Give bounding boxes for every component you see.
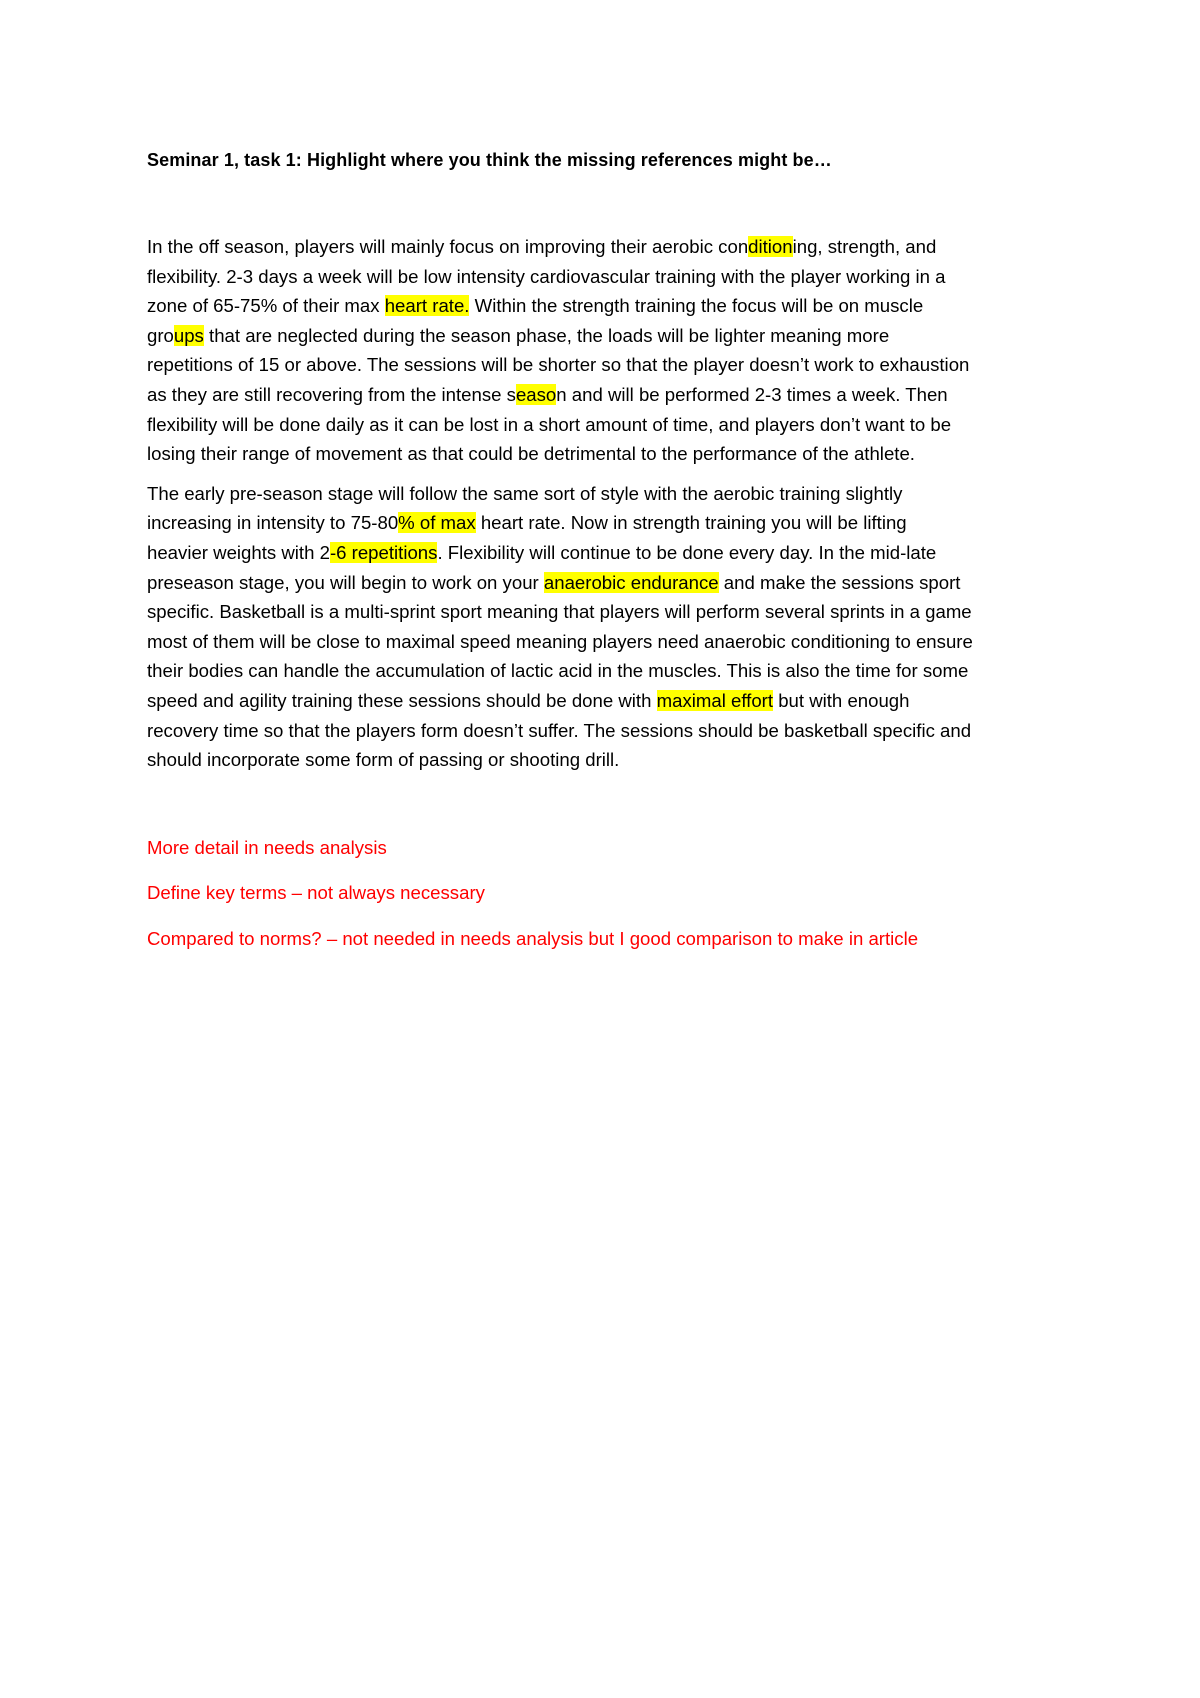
text-run: losing their range of movement as that could be detrimental to the performance of the athlete. xyxy=(147,443,915,465)
text-run: flexibility will be done daily as it can be lost in a short amount of time, and players don’t want to be xyxy=(147,413,952,435)
text-line xyxy=(147,745,1067,775)
text-line xyxy=(147,321,1067,351)
highlighted-text: anaerobic endurance xyxy=(543,571,719,593)
highlighted-text: maximal effort xyxy=(656,689,774,711)
feedback-note: Define key terms – not always necessary xyxy=(147,882,485,904)
text-run: heavier weights with 2 xyxy=(147,541,330,563)
text-line xyxy=(147,439,1067,469)
text-run: most of them will be close to maximal speed meaning players need anaerobic conditioning to ensure xyxy=(147,630,973,652)
text-run: that are neglected during the season phase, the loads will be lighter meaning more xyxy=(203,324,890,346)
text-run: recovery time so that the players form doesn’t suffer. The sessions should be basketball specific and xyxy=(147,719,972,741)
feedback-note: Compared to norms? – not needed in needs analysis but I good comparison to make in article xyxy=(147,927,919,949)
paragraph-off-season xyxy=(147,232,1067,469)
text-run: increasing in intensity to 75-80 xyxy=(147,512,399,534)
text-run: gro xyxy=(147,324,174,346)
text-run: . Flexibility will continue to be done every day. In the mid-late xyxy=(437,541,937,563)
text-run: but with enough xyxy=(773,689,910,711)
highlighted-text: heart rate. xyxy=(384,295,470,317)
task-heading: Seminar 1, task 1: Highlight where you think the missing references might be… xyxy=(147,150,832,170)
text-line xyxy=(147,350,1067,380)
text-run: speed and agility training these sessions should be done with xyxy=(147,689,657,711)
text-run: as they are still recovering from the intense s xyxy=(147,383,516,405)
text-line xyxy=(147,656,1067,686)
text-line xyxy=(147,508,1067,538)
text-run: flexibility. 2-3 days a week will be low intensity cardiovascular training with the player working in a xyxy=(147,265,946,287)
highlighted-text: dition xyxy=(748,236,793,257)
text-run: The early pre-season stage will follow the same sort of style with the aerobic training slightly xyxy=(147,482,903,504)
text-run: their bodies can handle the accumulation of lactic acid in the muscles. This is also the time for some xyxy=(147,660,969,682)
text-line xyxy=(147,538,1067,568)
text-run: repetitions of 15 or above. The sessions will be shorter so that the player doesn’t work to exhaustion xyxy=(147,354,970,376)
text-line xyxy=(147,568,1067,598)
highlighted-text: easo xyxy=(515,383,557,405)
paragraph-pre-season xyxy=(147,479,1067,775)
highlighted-text: ups xyxy=(173,324,204,346)
text-run: Within the strength training the focus will be on muscle xyxy=(469,295,924,317)
text-line xyxy=(147,597,1067,627)
highlighted-text: % of max xyxy=(398,512,476,534)
text-line xyxy=(147,232,1067,262)
text-line xyxy=(147,291,1067,321)
text-run: specific. Basketball is a multi-sprint sport meaning that players will perform several sprints in a game xyxy=(147,601,972,623)
text-run: and make the sessions sport xyxy=(718,571,961,593)
text-run: heart rate. Now in strength training you will be lifting xyxy=(475,512,907,534)
highlighted-text: -6 repetitions xyxy=(329,541,438,563)
feedback-note: More detail in needs analysis xyxy=(147,836,387,858)
text-line xyxy=(147,479,1067,509)
text-run: n and will be performed 2-3 times a week. Then xyxy=(556,383,948,405)
text-run: ing, strength, and xyxy=(792,236,937,257)
text-line xyxy=(147,262,1067,292)
text-run: should incorporate some form of passing or shooting drill. xyxy=(147,749,620,771)
text-run: zone of 65-75% of their max xyxy=(147,295,385,317)
text-run: preseason stage, you will begin to work on your xyxy=(147,571,544,593)
text-line xyxy=(147,627,1067,657)
document-content xyxy=(147,146,1067,969)
text-line xyxy=(147,380,1067,410)
feedback-notes xyxy=(147,833,1067,954)
text-run: In the off season, players will mainly focus on improving their aerobic con xyxy=(147,236,749,257)
text-line xyxy=(147,686,1067,716)
text-line xyxy=(147,410,1067,440)
text-line xyxy=(147,716,1067,746)
